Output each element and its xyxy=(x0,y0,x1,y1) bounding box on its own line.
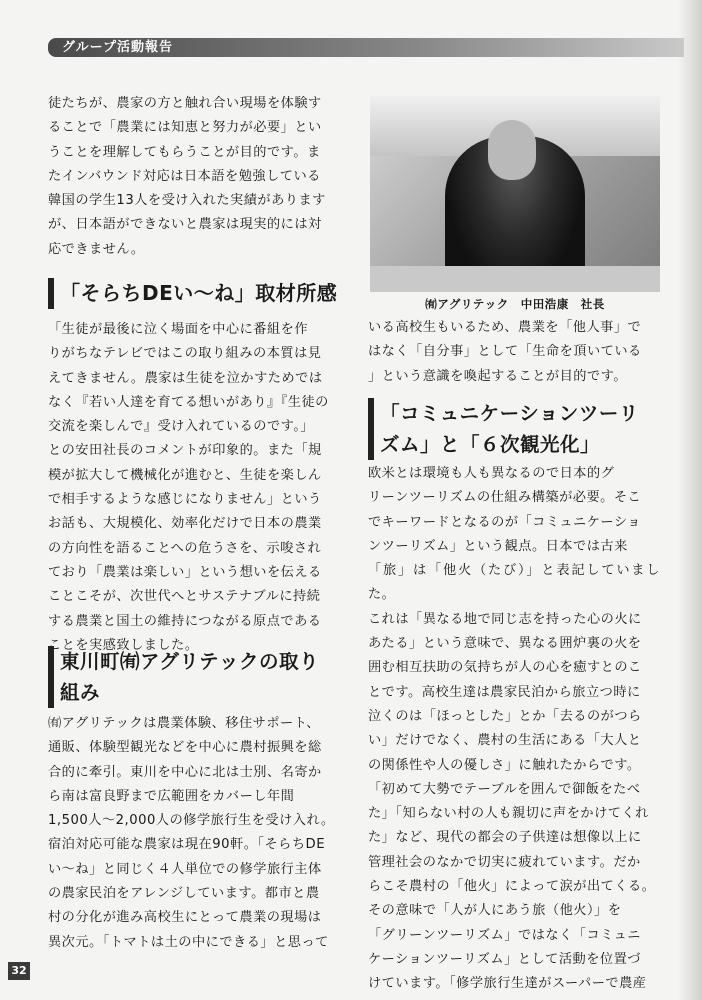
page-number: 32 xyxy=(8,962,30,980)
section-header-title: グループ活動報告 xyxy=(62,40,173,55)
president-photo xyxy=(370,96,660,292)
agritech-paragraph: ㈲アグリテックは農業体験、移住サポート、 通販、体験型観光などを中心に農村振興を総 合的に牽引。東川を中心に北は士別、名寄か ら南は富良野まで広範囲をカバーし年間 1,500人〜2,000人の修学旅行生を受け入れ。 宿泊対応可能な農家は現在90軒。「そらちDE い〜ね」と同じく４人単位での修学旅行主体 の農家民泊をアレンジしています。都市と農 村の分化が進み高校生にとって農業の現場は 異次元。「トマトは土の中にできる」と思って xyxy=(48,716,335,950)
heading-communication-tourism: 「コミュニケーションツーリ ズム」と「６次観光化」 xyxy=(368,398,662,460)
photo-person-face xyxy=(488,120,536,180)
heading-agritech-initiatives: 東川町㈲アグリテックの取り 組み xyxy=(48,646,338,708)
section-header-bar xyxy=(48,38,684,57)
sorachi-impressions-paragraph: 「生徒が最後に泣く場面を中心に番組を作 りがちなテレビではこの取り組みの本質は見 えてきません。農家は生徒を泣かすためでは なく『若い人達を育てる想いがあり』『生徒の 交流を楽しんで』受け入れているのです。」 との安田社長のコメントが印象的。また「規 模が拡大して機械化が進むと、生徒を楽しん で相手するような感じになりません」という お話も、大規模化、効率化だけで日本の農業 の方向性を語ることへの危うさを、示唆され ており「農業は楽しい」という想いを伝える ことこそが、次世代へとサステナブルに持続 する農業と国土の維持につながる原点である ことを実感致しました。 xyxy=(48,322,329,653)
heading-sorachi-impressions: 「そらちDEい〜ね」取材所感 xyxy=(48,278,338,309)
page-edge-shadow xyxy=(678,0,702,1000)
communication-tourism-paragraph: 欧米とは環境も人も異なるので日本的グ リーンツーリズムの仕組み構築が必要。そこ でキーワードとなるのが「コミュニケーショ ンツーリズム」という観点。日本では古来 「旅」は「他火（たび）」と表記していました。 これは「異なる地で同じ志を持った心の火に あたる」という意味で、異なる囲炉裏の火を 囲む相互扶助の気持ちが人の心を癒すとのこ とです。高校生達は農家民泊から旅立つ時に 泣くのは「ほっとした」とか「去るのがつら い」だけでなく、農村の生活にある「大人と の関係性や人の優しさ」に触れたからです。 「初めて大勢でテーブルを囲んで御飯をたべ た」「知らない村の人も親切に声をかけてくれ た」など、現代の都会の子供達は想像以上に 管理社会のなかで切実に疲れています。だか らこそ農村の「他火」によって涙が出てくる。 その意味で「人が人にあう旅（他火）」を 「グリーンツーリズム」ではなく「コミュニ ケーションツーリズム」として活動を位置づ けています。「修学旅行生達がスーパーで農産 xyxy=(368,466,660,992)
intro-paragraph: 徒たちが、農家の方と触れ合い現場を体験す ることで「農業には知恵と努力が必要」とい うことを理解してもらうことが目的です。ま たインバウンド対応は日本語を勉強している 韓国の学生13人を受け入れた実績があります が、日本語ができないと農家は現実的には対 応できません。 xyxy=(48,96,326,257)
continued-paragraph: いる高校生もいるため、農業を「他人事」で はなく「自分事」として「生命を頂いている 」という意識を喚起することが目的です。 xyxy=(368,320,642,384)
photo-caption: ㈲アグリテック 中田浩康 社長 xyxy=(425,297,605,311)
photo-table xyxy=(370,266,660,292)
